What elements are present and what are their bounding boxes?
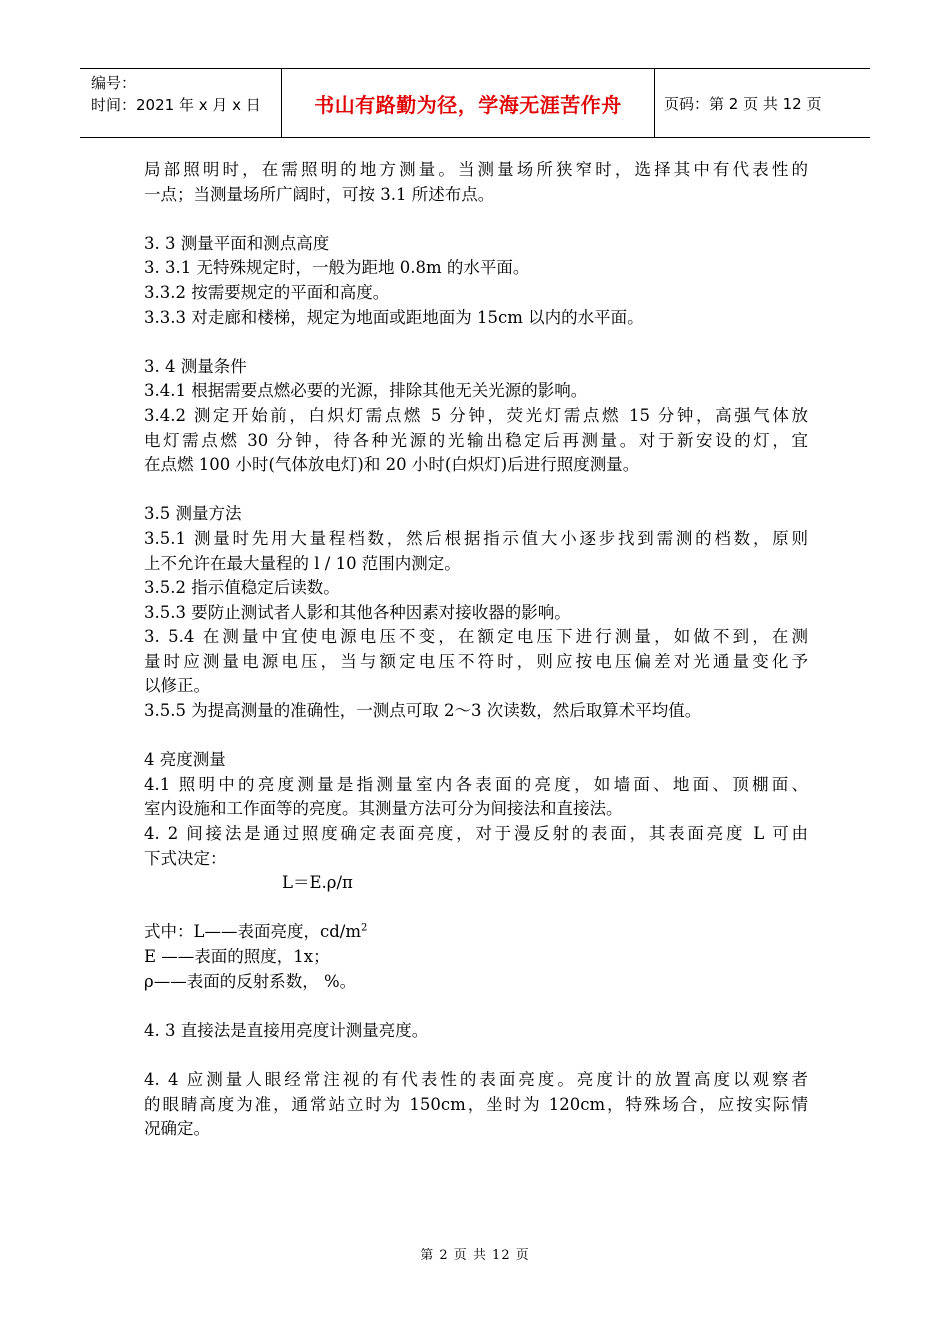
paragraph-line: 3.3.3 对走廊和楼梯，规定为地面或距地面为 15cm 以内的水平面。: [144, 307, 644, 327]
paragraph-line: 在点燃 100 小时(气体放电灯)和 20 小时(白炽灯)后进行照度测量。: [144, 455, 640, 475]
paragraph-line: 以修正。: [144, 676, 210, 696]
paragraph-line: 室内设施和工作面等的亮度。其测量方法可分为间接法和直接法。: [144, 799, 623, 819]
paragraph-line: 3.5.2 指示值稳定后读数。: [144, 578, 340, 598]
paragraph-line: 况确定。: [144, 1119, 210, 1139]
paragraph-line: 电灯需点燃 30 分钟，待各种光源的光输出稳定后再测量。对于新安设的灯，宜: [144, 430, 808, 450]
page-header: [80, 68, 870, 138]
superscript: 2: [360, 922, 368, 934]
paragraph-line: 量时应测量电源电压，当与额定电压不符时，则应按电压偏差对光通量变化予: [144, 651, 808, 671]
paragraph-line: 4. 3 直接法是直接用亮度计测量亮度。: [144, 1020, 429, 1040]
paragraph-line: 3.5.3 要防止测试者人影和其他各种因素对接收器的影响。: [144, 602, 571, 622]
paragraph-line: 下式决定：: [144, 848, 227, 868]
document-body: [144, 158, 808, 1142]
paragraph-line: 3.4.1 根据需要点燃必要的光源，排除其他无关光源的影响。: [144, 381, 588, 401]
header-motto-cell: [282, 69, 655, 137]
document-number-label: 编号：: [91, 74, 137, 92]
paragraph-line: 4.1 照明中的亮度测量是指测量室内各表面的亮度，如墙面、地面、顶棚面、: [144, 774, 808, 794]
header-meta: [80, 69, 282, 137]
definition-rho: ρ——表面的反射系数， %。: [144, 971, 357, 991]
paragraph-line: 3. 3.1 无特殊规定时，一般为距地 0.8m 的水平面。: [144, 258, 530, 278]
paragraph-line: 3.5.1 测量时先用大量程档数，然后根据指示值大小逐步找到需测的档数，原则: [144, 528, 808, 548]
definition-L: 式中：L——表面亮度，cd/m: [144, 922, 361, 942]
section-heading: 3. 3 测量平面和测点高度: [144, 233, 330, 253]
document-date: 时间：2021 年 x 月 x 日: [91, 96, 261, 114]
section-heading: 4 亮度测量: [144, 750, 226, 770]
paragraph-line: 的眼睛高度为准，通常站立时为 150cm，坐时为 120cm，特殊场合，应按实际情: [144, 1094, 808, 1114]
section-heading: 3.5 测量方法: [144, 504, 242, 524]
luminance-formula: L＝E.ρ/π: [282, 873, 353, 893]
definition-E: E ——表面的照度，1x；: [144, 947, 330, 966]
paragraph-line: 4. 2 间接法是通过照度确定表面亮度，对于漫反射的表面，其表面亮度 L 可由: [144, 824, 808, 844]
paragraph-line: 一点；当测量场所广阔时，可按 3.1 所述布点。: [144, 184, 495, 204]
paragraph-line: 3. 5.4 在测量中宜使电源电压不变，在额定电压下进行测量，如做不到，在测: [144, 627, 808, 647]
paragraph-line: 3.4.2 测定开始前，白炽灯需点燃 5 分钟，荧光灯需点燃 15 分钟，高强气体放: [144, 405, 808, 425]
header-page-info: [655, 69, 870, 137]
paragraph-line: 4. 4 应测量人眼经常注视的有代表性的表面亮度。亮度计的放置高度以观察者: [144, 1069, 808, 1089]
paragraph-line: 局部照明时，在需照明的地方测量。当测量场所狭窄时，选择其中有代表性的: [144, 160, 808, 179]
page-footer: 第 2 页 共 12 页: [420, 1248, 530, 1263]
section-heading: 3. 4 测量条件: [144, 356, 247, 376]
page-info-text: 页码：第 2 页 共 12 页: [664, 94, 822, 113]
paragraph-line: 上不允许在最大量程的 l / 10 范围内测定。: [144, 553, 461, 573]
paragraph-line: 3.5.5 为提高测量的准确性，一测点可取 2～3 次读数，然后取算术平均值。: [144, 701, 702, 721]
header-motto: 书山有路勤为径，学海无涯苦作舟: [314, 92, 622, 117]
paragraph-line: 3.3.2 按需要规定的平面和高度。: [144, 282, 390, 302]
definition-line: [144, 920, 808, 945]
